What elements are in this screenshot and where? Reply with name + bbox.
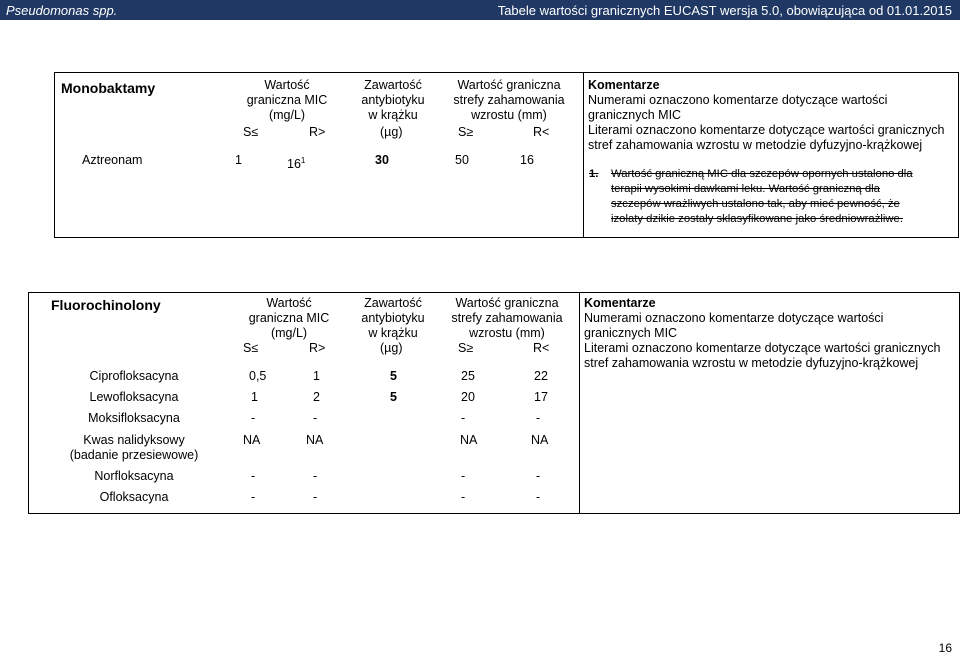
page-header xyxy=(0,0,960,20)
note-line-2: terapii wysokimi dawkami leku. Wartość graniczną dla xyxy=(611,183,880,195)
mic-s-value: NA xyxy=(243,433,261,447)
col-disk-header-3: w krążku xyxy=(368,108,418,122)
note-line-1: Wartość graniczną MIC dla szczepów opornych ustalono dla xyxy=(611,168,913,180)
zone-s-value: 20 xyxy=(461,390,475,404)
r-lt-label: R< xyxy=(533,125,550,139)
comments-title: Komentarze xyxy=(584,296,656,310)
mic-r-value: - xyxy=(313,490,318,504)
zone-s-value: - xyxy=(461,490,466,504)
zone-s-value: 25 xyxy=(461,369,475,383)
comments-line-4: stref zahamowania wzrostu w metodzie dyfuzyjno-krążkowej xyxy=(588,138,923,152)
r-gt-label: R> xyxy=(309,125,326,139)
zone-r-value: 16 xyxy=(520,153,534,167)
drug-name: Norfloksacyna xyxy=(94,469,174,483)
ug-label: (µg) xyxy=(380,125,403,139)
comments-line-2: granicznych MIC xyxy=(584,326,678,340)
comments-line-3: Literami oznaczono komentarze dotyczące wartości granicznych xyxy=(584,341,941,355)
comments-line-4: stref zahamowania wzrostu w metodzie dyfuzyjno-krążkowej xyxy=(584,356,919,370)
group-title: Fluorochinolony xyxy=(51,297,161,313)
drug-name: Ofloksacyna xyxy=(99,490,169,504)
mic-r-value: $16^1$ xyxy=(287,156,306,172)
mic-r-value: - xyxy=(313,469,318,483)
zone-r-value: 17 xyxy=(534,390,548,404)
col-disk-header-3: w krążku xyxy=(368,326,418,340)
col-zone-header-2: strefy zahamowania xyxy=(453,93,565,107)
drug-name-note: (badanie przesiewowe) xyxy=(69,448,199,462)
monobactam-table xyxy=(54,72,959,238)
comments-line-3: Literami oznaczono komentarze dotyczące wartości granicznych xyxy=(588,123,945,137)
mic-s-value: - xyxy=(251,490,256,504)
fluoroquinolone-table xyxy=(28,292,960,514)
col-mic-header-1: Wartość xyxy=(266,296,312,310)
drug-name: Kwas nalidyksowy xyxy=(83,433,185,447)
col-zone-header-2: strefy zahamowania xyxy=(451,311,563,325)
zone-s-value: - xyxy=(461,411,466,425)
col-zone-header-1: Wartość graniczna xyxy=(457,78,561,92)
drug-name: Aztreonam xyxy=(82,153,143,167)
mic-r-value: 2 xyxy=(313,390,320,404)
col-disk-header-2: antybiotyku xyxy=(361,93,425,107)
ug-label: (µg) xyxy=(380,341,403,355)
col-zone-header-1: Wartość graniczna xyxy=(455,296,559,310)
comments-line-1: Numerami oznaczono komentarze dotyczące wartości xyxy=(584,311,884,325)
zone-r-value: NA xyxy=(531,433,549,447)
header-organism: Pseudomonas spp. xyxy=(6,3,118,18)
page-number: 16 xyxy=(938,641,952,655)
mic-r-value: - xyxy=(313,411,318,425)
col-disk-header-2: antybiotyku xyxy=(361,311,425,325)
disk-content-value: 30 xyxy=(375,153,389,167)
zone-r-value: - xyxy=(536,490,541,504)
col-disk-header-1: Zawartość xyxy=(364,78,422,92)
col-disk-header-1: Zawartość xyxy=(364,296,422,310)
zone-r-value: 22 xyxy=(534,369,548,383)
mic-r-value: NA xyxy=(306,433,324,447)
s-ge-label: S≥ xyxy=(458,125,474,139)
mic-s-value: 0,5 xyxy=(249,369,267,383)
zone-s-value: NA xyxy=(460,433,478,447)
drug-name: Lewofloksacyna xyxy=(89,390,179,404)
group-title: Monobaktamy xyxy=(61,80,156,96)
mic-s-value: 1 xyxy=(235,153,242,167)
note-line-3: szczepów wrażliwych ustalono tak, aby mieć pewność, że xyxy=(611,198,900,210)
note-line-4: izolaty dzikie zostały sklasyfikowane jako średniowrażliwe. xyxy=(611,213,903,225)
drug-name: Moksifloksacyna xyxy=(88,411,180,425)
col-mic-header-2: graniczna MIC xyxy=(246,93,328,107)
disk-content-value: 5 xyxy=(390,369,397,383)
comments-line-2: granicznych MIC xyxy=(588,108,682,122)
comments-line-1: Numerami oznaczono komentarze dotyczące wartości xyxy=(588,93,888,107)
col-zone-header-3: wzrostu (mm) xyxy=(471,108,547,122)
zone-s-value: 50 xyxy=(455,153,469,167)
s-le-label: S≤ xyxy=(243,341,259,355)
col-mic-header-3: (mg/L) xyxy=(270,326,308,340)
col-zone-header-3: wzrostu (mm) xyxy=(469,326,545,340)
col-mic-header-1: Wartość xyxy=(264,78,310,92)
note-number: 1. xyxy=(589,168,599,180)
mic-s-value: - xyxy=(251,411,256,425)
zone-r-value: - xyxy=(536,469,541,483)
mic-s-value: 1 xyxy=(251,390,258,404)
s-le-label: S≤ xyxy=(243,125,259,139)
comments-title: Komentarze xyxy=(588,78,660,92)
header-title: Tabele wartości granicznych EUCAST wersja 5.0, obowiązująca od 01.01.2015 xyxy=(497,3,952,18)
drug-name: Ciprofloksacyna xyxy=(89,369,179,383)
r-gt-label: R> xyxy=(309,341,326,355)
r-lt-label: R< xyxy=(533,341,550,355)
mic-r-value: 1 xyxy=(313,369,320,383)
s-ge-label: S≥ xyxy=(458,341,474,355)
zone-r-value: - xyxy=(536,411,541,425)
zone-s-value: - xyxy=(461,469,466,483)
col-mic-header-3: (mg/L) xyxy=(268,108,306,122)
disk-content-value: 5 xyxy=(390,390,397,404)
mic-s-value: - xyxy=(251,469,256,483)
col-mic-header-2: graniczna MIC xyxy=(248,311,330,325)
